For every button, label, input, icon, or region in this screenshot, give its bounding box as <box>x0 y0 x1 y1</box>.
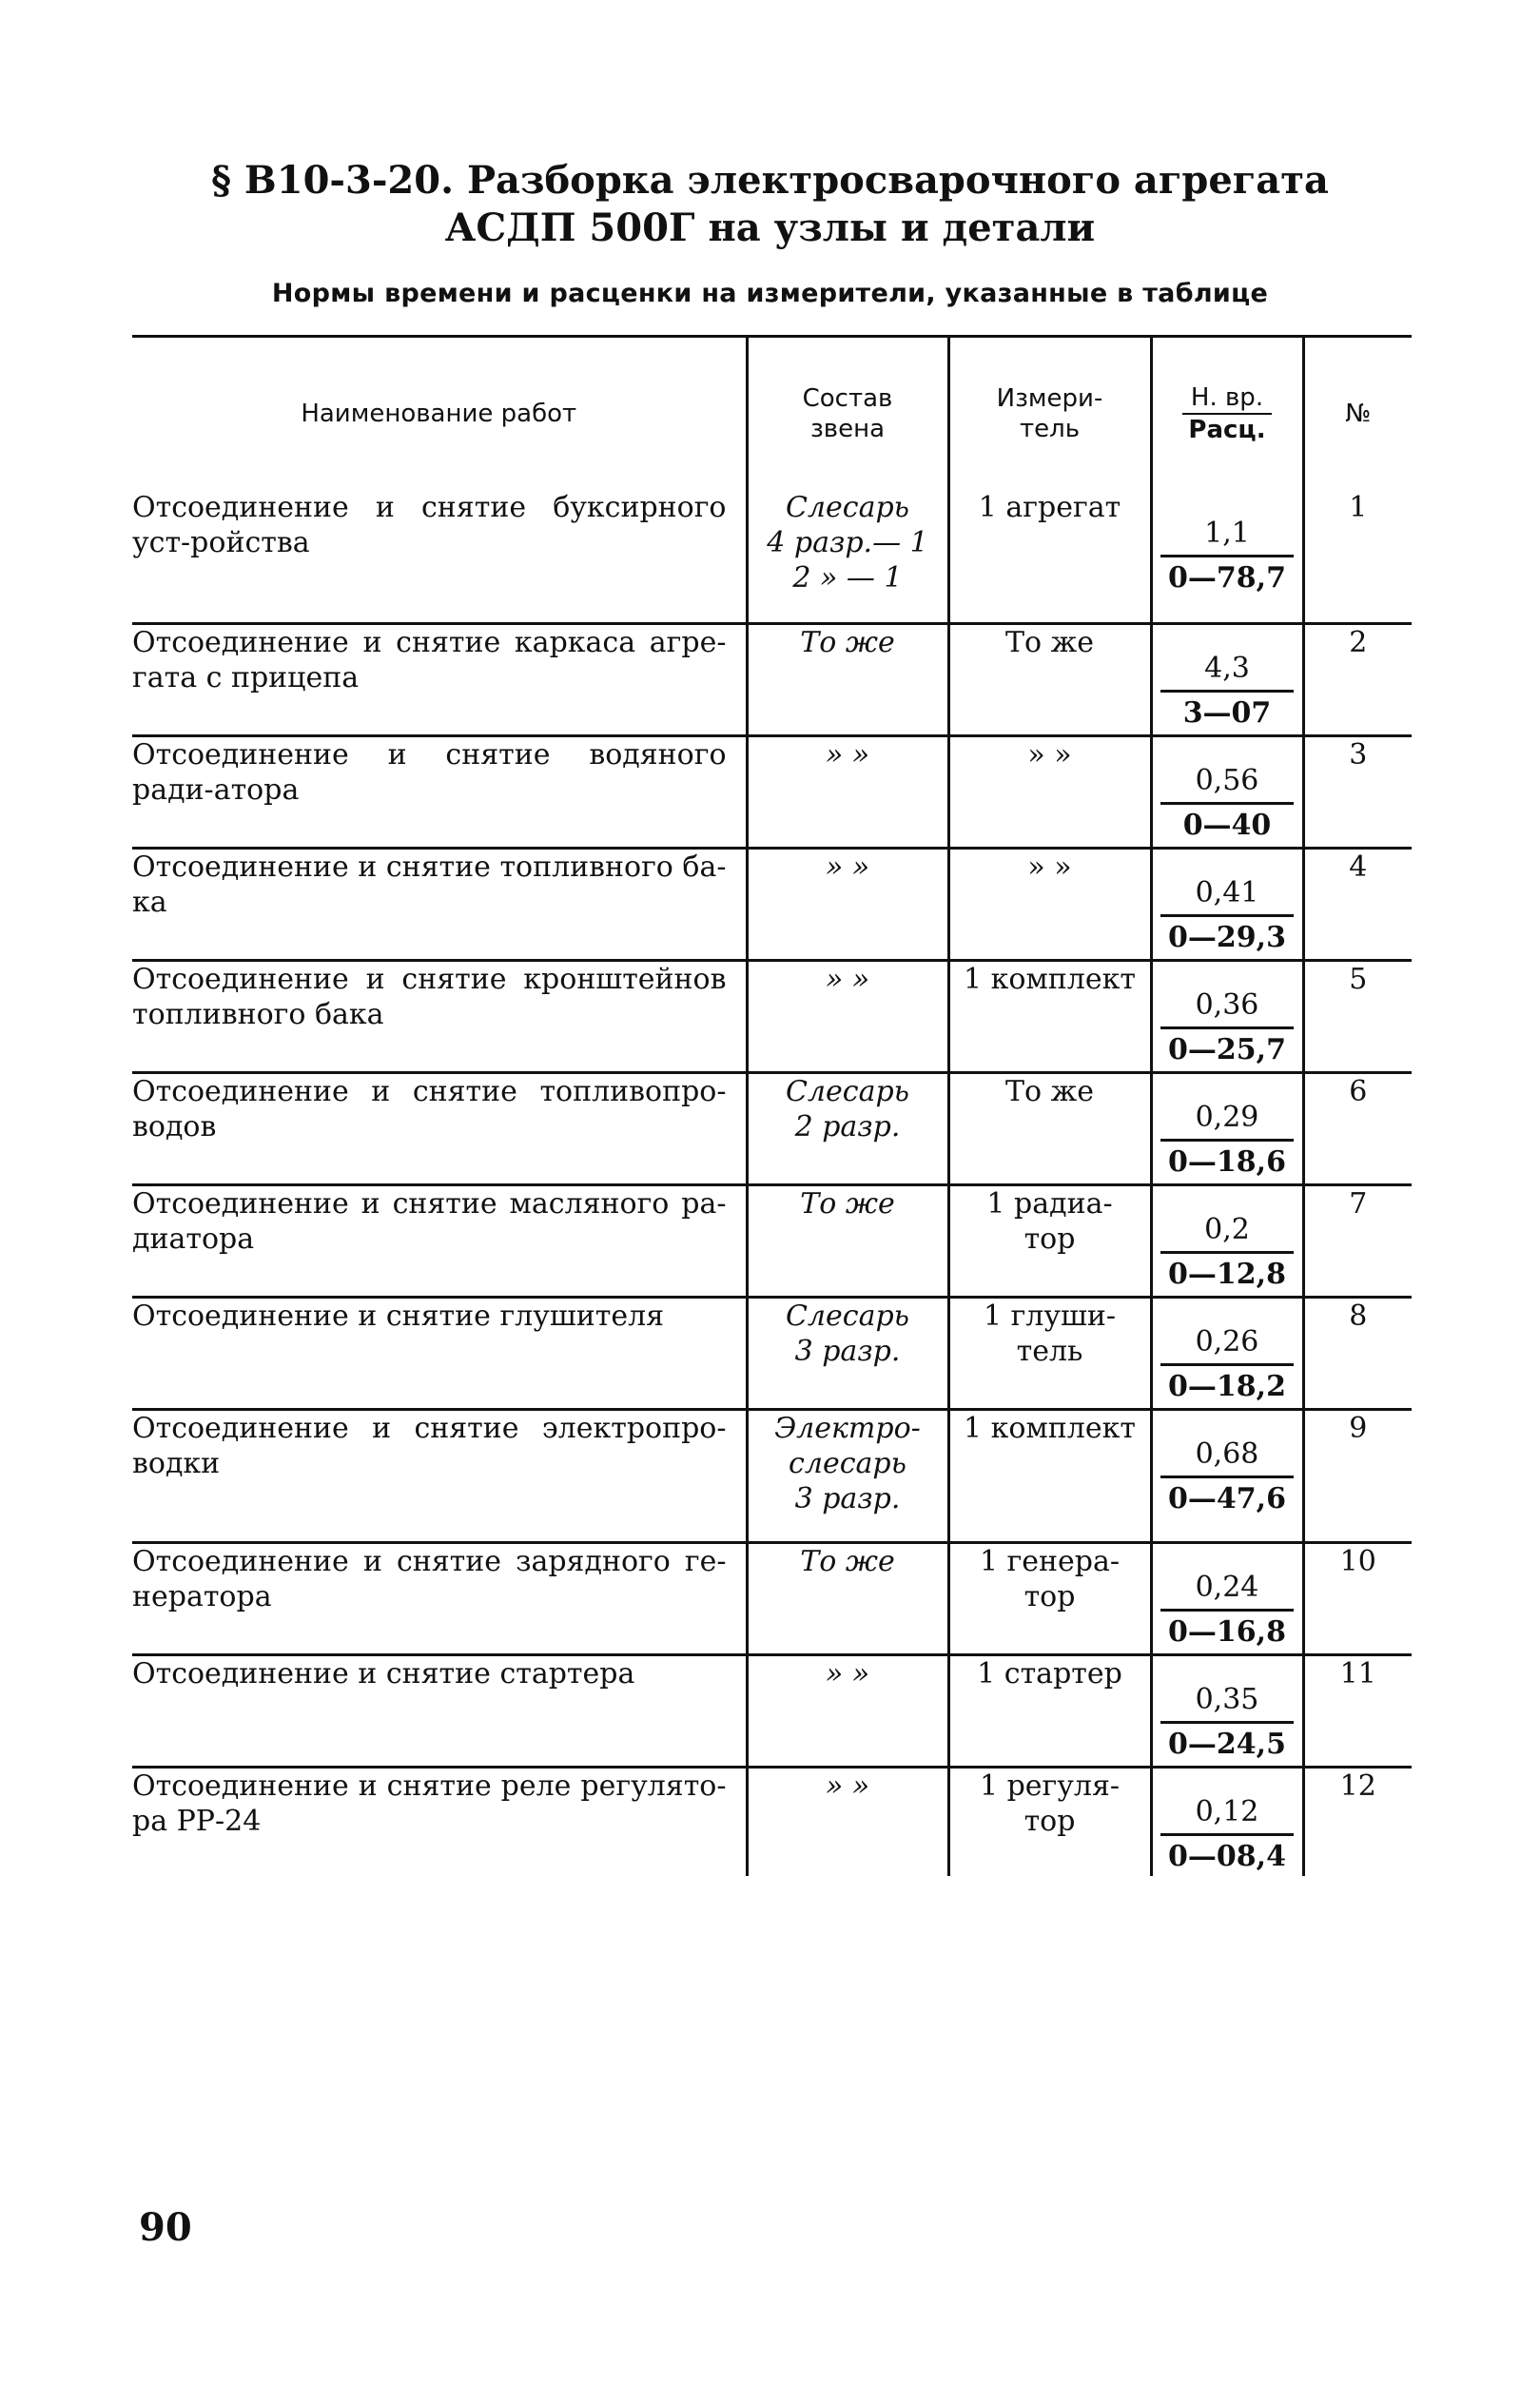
norm-time-value: 1,1 <box>1160 517 1294 557</box>
work-name-cell: Отсоединение и снятие масляного ра-диатора <box>132 1186 727 1256</box>
rate-value: 0—12,8 <box>1168 1257 1286 1291</box>
norm-rate-fraction <box>1160 1437 1294 1518</box>
work-name-cell: Отсоединение и снятие глушителя <box>132 1299 665 1333</box>
table-body <box>132 490 1412 1876</box>
unit-cell: 1 глуши- тель <box>948 1297 1151 1409</box>
norm-rate-cell <box>1151 1767 1303 1876</box>
norm-time-value: 0,41 <box>1160 876 1294 917</box>
unit-cell: » » <box>948 848 1151 960</box>
unit-cell: 1 регуля- тор <box>948 1767 1151 1876</box>
norm-rate-fraction <box>1160 1683 1294 1764</box>
work-name-cell: Отсоединение и снятие стартера <box>132 1656 635 1691</box>
norm-time-value: 0,56 <box>1160 764 1294 805</box>
norm-rate-fraction <box>1160 652 1294 733</box>
rate-value: 0—47,6 <box>1168 1481 1286 1515</box>
unit-cell: 1 стартер <box>948 1654 1151 1767</box>
row-number-cell: 7 <box>1303 1184 1412 1297</box>
rate-value: 0—16,8 <box>1168 1614 1286 1649</box>
crew-cell: То же <box>747 1184 948 1297</box>
norm-time-value: 0,29 <box>1160 1101 1294 1142</box>
table-row <box>132 1409 1412 1542</box>
header-number: № <box>1303 337 1412 491</box>
crew-cell: То же <box>747 623 948 735</box>
row-number-cell: 6 <box>1303 1072 1412 1184</box>
unit-cell: 1 радиа- тор <box>948 1184 1151 1297</box>
norm-rate-cell <box>1151 1184 1303 1297</box>
unit-cell: 1 генера- тор <box>948 1542 1151 1654</box>
norm-rate-cell <box>1151 960 1303 1072</box>
row-number-cell: 4 <box>1303 848 1412 960</box>
header-norm-time: Н. вр. <box>1182 382 1271 415</box>
norm-rate-fraction <box>1160 1325 1294 1406</box>
rate-value: 3—07 <box>1182 695 1272 730</box>
norm-rate-cell <box>1151 1297 1303 1409</box>
crew-cell: Слесарь 4 разр.— 1 2 » — 1 <box>747 490 948 623</box>
table-caption: Нормы времени и расценки на измерители, указанные в таблице <box>271 279 1269 308</box>
work-name-cell: Отсоединение и снятие реле регулято-ра РР-24 <box>132 1769 727 1838</box>
norm-rate-cell <box>1151 735 1303 848</box>
work-name-cell: Отсоединение и снятие кронштейнов топливного бака <box>132 962 727 1031</box>
crew-cell: » » <box>747 735 948 848</box>
header-work-name: Наименование работ <box>301 400 577 428</box>
row-number-cell: 2 <box>1303 623 1412 735</box>
unit-cell: 1 комплект <box>948 1409 1151 1542</box>
row-number-cell: 10 <box>1303 1542 1412 1654</box>
norm-time-value: 0,24 <box>1160 1571 1294 1612</box>
header-crew: Состав звена <box>747 337 948 491</box>
norm-rate-fraction <box>1160 876 1294 957</box>
table-row <box>132 1654 1412 1767</box>
crew-cell: » » <box>747 1654 948 1767</box>
norm-rate-cell <box>1151 1409 1303 1542</box>
unit-cell: 1 комплект <box>948 960 1151 1072</box>
row-number-cell: 1 <box>1303 490 1412 623</box>
norm-rate-cell <box>1151 1072 1303 1184</box>
rate-value: 0—18,6 <box>1168 1144 1286 1179</box>
table-row <box>132 1072 1412 1184</box>
crew-cell: Слесарь 3 разр. <box>747 1297 948 1409</box>
rate-value: 0—24,5 <box>1168 1727 1286 1761</box>
norm-rate-fraction <box>1160 1101 1294 1182</box>
unit-cell: То же <box>948 1072 1151 1184</box>
crew-cell: » » <box>747 848 948 960</box>
norm-rate-cell <box>1151 490 1303 623</box>
table-row <box>132 490 1412 623</box>
norm-rate-fraction <box>1160 1213 1294 1294</box>
row-number-cell: 12 <box>1303 1767 1412 1876</box>
norm-rate-fraction <box>1160 1795 1294 1876</box>
table-row <box>132 735 1412 848</box>
norm-rate-fraction <box>1160 517 1294 597</box>
row-number-cell: 5 <box>1303 960 1412 1072</box>
table-row <box>132 623 1412 735</box>
crew-cell: Электро- слесарь 3 разр. <box>747 1409 948 1542</box>
rate-value: 0—25,7 <box>1168 1032 1286 1066</box>
crew-cell: Слесарь 2 разр. <box>747 1072 948 1184</box>
work-name-cell: Отсоединение и снятие электропро-водки <box>132 1411 727 1480</box>
rate-value: 0—40 <box>1182 808 1272 842</box>
section-title-line-1: § В10-3-20. Разборка электросварочного агрегата <box>211 158 1329 203</box>
row-number-cell: 3 <box>1303 735 1412 848</box>
row-number-cell: 9 <box>1303 1409 1412 1542</box>
table-row <box>132 848 1412 960</box>
work-name-cell: Отсоединение и снятие топливопро-водов <box>132 1074 727 1143</box>
crew-cell: » » <box>747 1767 948 1876</box>
section-title <box>0 157 1540 252</box>
rate-value: 0—08,4 <box>1168 1839 1286 1873</box>
norm-time-value: 0,35 <box>1160 1683 1294 1724</box>
norm-rate-cell <box>1151 1542 1303 1654</box>
unit-cell: 1 агрегат <box>948 490 1151 623</box>
unit-cell: То же <box>948 623 1151 735</box>
header-norm-fraction <box>1182 382 1271 445</box>
norm-time-value: 0,26 <box>1160 1325 1294 1366</box>
norm-time-value: 0,68 <box>1160 1437 1294 1478</box>
norm-rate-fraction <box>1160 764 1294 845</box>
norm-time-value: 4,3 <box>1160 652 1294 693</box>
section-title-line-2: АСДП 500Г на узлы и детали <box>444 205 1096 250</box>
header-norm-rate <box>1151 337 1303 491</box>
work-name-cell: Отсоединение и снятие топливного ба-ка <box>132 850 727 919</box>
unit-cell: » » <box>948 735 1151 848</box>
work-name-cell: Отсоединение и снятие водяного ради-атора <box>132 737 727 807</box>
crew-cell: » » <box>747 960 948 1072</box>
header-rate: Расц. <box>1188 416 1266 444</box>
rate-value: 0—18,2 <box>1168 1369 1286 1403</box>
row-number-cell: 11 <box>1303 1654 1412 1767</box>
norm-time-value: 0,2 <box>1160 1213 1294 1254</box>
table-row <box>132 1297 1412 1409</box>
table-row <box>132 1184 1412 1297</box>
norm-time-value: 0,36 <box>1160 988 1294 1029</box>
work-name-cell: Отсоединение и снятие буксирного уст-ройства <box>132 491 727 559</box>
norm-rate-fraction <box>1160 1571 1294 1652</box>
work-name-cell: Отсоединение и снятие каркаса агре-гата с прицепа <box>132 625 727 694</box>
norm-rate-cell <box>1151 848 1303 960</box>
row-number-cell: 8 <box>1303 1297 1412 1409</box>
header-unit: Измери- тель <box>948 337 1151 491</box>
norms-table <box>132 335 1412 1876</box>
table-row <box>132 960 1412 1072</box>
crew-cell: То же <box>747 1542 948 1654</box>
norm-time-value: 0,12 <box>1160 1795 1294 1836</box>
table-row <box>132 1767 1412 1876</box>
norm-rate-cell <box>1151 623 1303 735</box>
table-header-row <box>132 337 1412 491</box>
page-number: 90 <box>139 2205 192 2250</box>
work-name-cell: Отсоединение и снятие зарядного ге-нератора <box>132 1544 727 1613</box>
norm-rate-fraction <box>1160 988 1294 1069</box>
table-row <box>132 1542 1412 1654</box>
norm-rate-cell <box>1151 1654 1303 1767</box>
rate-value: 0—29,3 <box>1168 920 1286 954</box>
rate-value: 0—78,7 <box>1168 561 1286 595</box>
